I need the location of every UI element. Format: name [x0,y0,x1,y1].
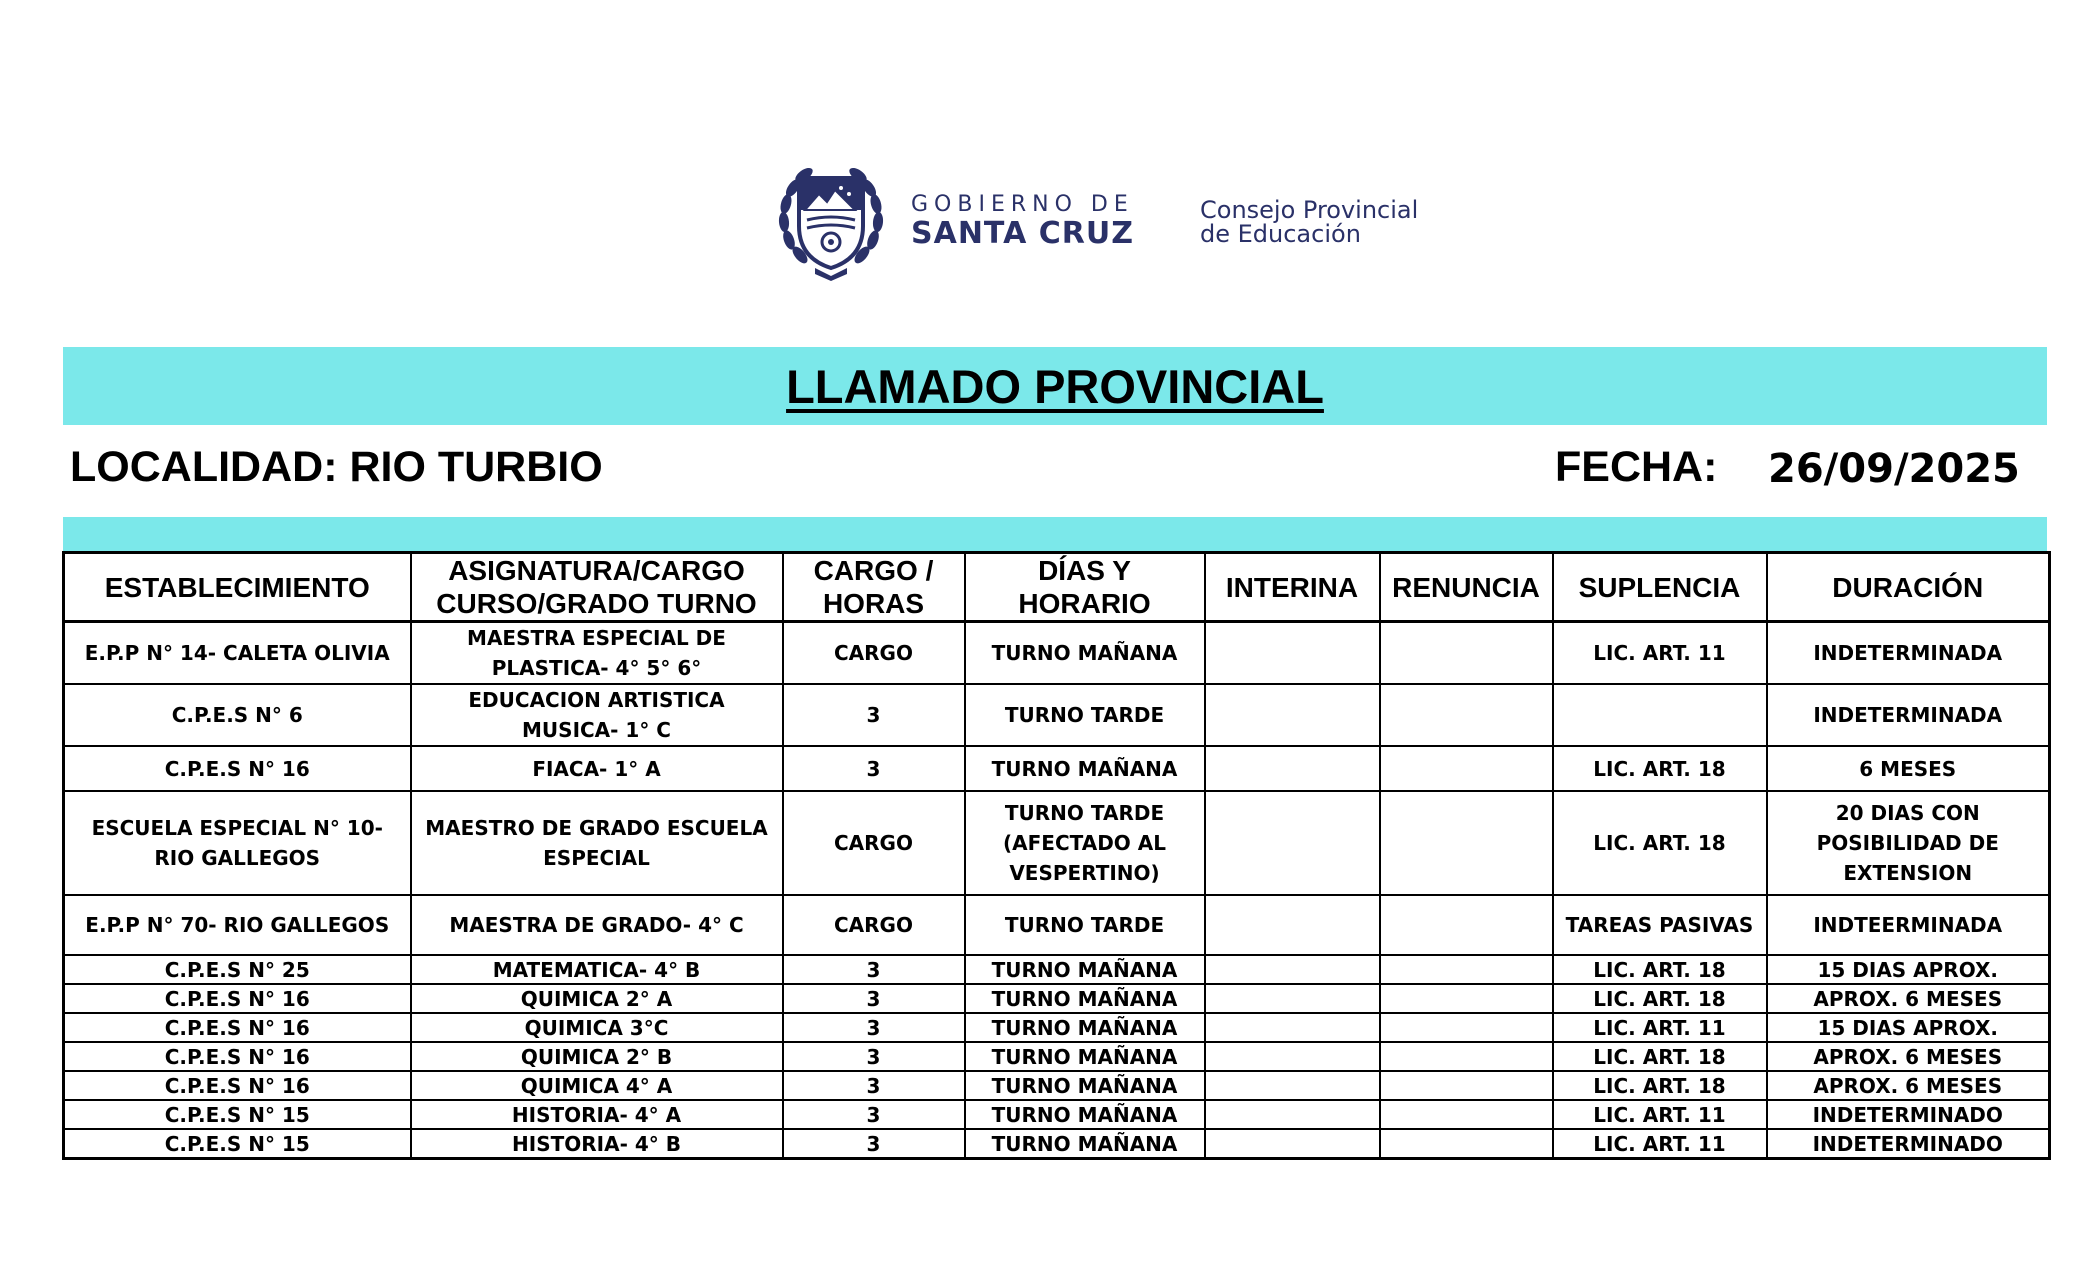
cell-renuncia [1380,984,1553,1013]
cell-duracion: INDETERMINADA [1767,684,2050,746]
cell-renuncia [1380,895,1553,955]
header-establecimiento: ESTABLECIMIENTO [64,553,411,622]
cell-interina [1205,1013,1380,1042]
santa-cruz-seal-icon [775,160,887,282]
header-interina: INTERINA [1205,553,1380,622]
cell-suplencia: LIC. ART. 18 [1553,984,1767,1013]
council-line1: Consejo Provincial [1200,196,1419,224]
table-row [64,984,2050,1013]
cell-dias: TURNO MAÑANA [965,622,1205,685]
cell-suplencia: LIC. ART. 18 [1553,791,1767,895]
cell-dias: TURNO MAÑANA [965,1100,1205,1129]
cell-establecimiento: C.P.E.S N° 16 [64,1013,411,1042]
header-asignatura: ASIGNATURA/CARGO CURSO/GRADO TURNO [411,553,783,622]
cell-duracion: INDETERMINADO [1767,1129,2050,1159]
cell-interina [1205,746,1380,791]
cell-duracion: INDETERMINADA [1767,622,2050,685]
cell-dias: TURNO TARDE (AFECTADO AL VESPERTINO) [965,791,1205,895]
cell-dias: TURNO TARDE [965,895,1205,955]
cell-cargo: 3 [783,1100,965,1129]
header-renuncia: RENUNCIA [1380,553,1553,622]
cell-asignatura: MAESTRA ESPECIAL DE PLASTICA- 4° 5° 6° [411,622,783,685]
cell-asignatura: QUIMICA 2° A [411,984,783,1013]
cell-renuncia [1380,622,1553,685]
table-row [64,955,2050,984]
table-header-row [64,553,2050,622]
page-title: LLAMADO PROVINCIAL [786,359,1324,413]
cell-suplencia: LIC. ART. 18 [1553,1071,1767,1100]
cell-dias: TURNO MAÑANA [965,1129,1205,1159]
table-row [64,1071,2050,1100]
cell-suplencia: LIC. ART. 11 [1553,622,1767,685]
gov-line1: GOBIERNO DE [911,192,1134,217]
cell-duracion: 15 DIAS APROX. [1767,955,2050,984]
cell-establecimiento: C.P.E.S N° 16 [64,746,411,791]
cell-interina [1205,895,1380,955]
table-row [64,746,2050,791]
cell-interina [1205,1071,1380,1100]
cell-dias: TURNO MAÑANA [965,1042,1205,1071]
cell-establecimiento: C.P.E.S N° 6 [64,684,411,746]
cell-asignatura: MAESTRA DE GRADO- 4° C [411,895,783,955]
table-row [64,1042,2050,1071]
cell-asignatura: EDUCACION ARTISTICA MUSICA- 1° C [411,684,783,746]
fecha-value: 26/09/2025 [1768,446,2020,492]
cell-cargo: 3 [783,1129,965,1159]
cell-renuncia [1380,955,1553,984]
table-row [64,622,2050,685]
cell-dias: TURNO MAÑANA [965,1013,1205,1042]
cell-dias: TURNO TARDE [965,684,1205,746]
cell-cargo: CARGO [783,791,965,895]
cell-renuncia [1380,1129,1553,1159]
cell-dias: TURNO MAÑANA [965,1071,1205,1100]
header-duracion: DURACIÓN [1767,553,2050,622]
cell-dias: TURNO MAÑANA [965,955,1205,984]
cell-duracion: 15 DIAS APROX. [1767,1013,2050,1042]
header-logo-block [775,160,1455,285]
cell-duracion: 20 DIAS CON POSIBILIDAD DE EXTENSION [1767,791,2050,895]
cell-interina [1205,622,1380,685]
cell-dias: TURNO MAÑANA [965,746,1205,791]
cell-cargo: 3 [783,955,965,984]
cell-establecimiento: E.P.P N° 70- RIO GALLEGOS [64,895,411,955]
cyan-strip [63,517,2047,551]
cell-cargo: 3 [783,746,965,791]
table-row [64,1129,2050,1159]
cell-cargo: CARGO [783,895,965,955]
cell-establecimiento: C.P.E.S N° 15 [64,1100,411,1129]
cell-interina [1205,1129,1380,1159]
cell-establecimiento: C.P.E.S N° 16 [64,1042,411,1071]
cell-renuncia [1380,1100,1553,1129]
cell-suplencia: LIC. ART. 18 [1553,955,1767,984]
cell-establecimiento: E.P.P N° 14- CALETA OLIVIA [64,622,411,685]
gov-line2: SANTA CRUZ [911,216,1134,251]
cell-asignatura: QUIMICA 2° B [411,1042,783,1071]
cell-renuncia [1380,1071,1553,1100]
cell-renuncia [1380,791,1553,895]
vacancies-table [62,551,2051,1160]
cell-cargo: 3 [783,1013,965,1042]
cell-cargo: 3 [783,1042,965,1071]
cell-cargo: CARGO [783,622,965,685]
cell-suplencia: LIC. ART. 11 [1553,1013,1767,1042]
header-cargo: CARGO / HORAS [783,553,965,622]
cell-duracion: INDETERMINADO [1767,1100,2050,1129]
council-line2: de Educación [1200,220,1361,248]
localidad-label: LOCALIDAD: RIO TURBIO [70,443,603,491]
cell-suplencia: LIC. ART. 18 [1553,746,1767,791]
cell-asignatura: HISTORIA- 4° B [411,1129,783,1159]
cell-interina [1205,984,1380,1013]
cell-asignatura: QUIMICA 3°C [411,1013,783,1042]
cell-duracion: APROX. 6 MESES [1767,1071,2050,1100]
cell-duracion: 6 MESES [1767,746,2050,791]
cell-duracion: INDTEERMINADA [1767,895,2050,955]
cell-asignatura: FIACA- 1° A [411,746,783,791]
fecha-label: FECHA: [1555,443,1718,491]
cell-asignatura: HISTORIA- 4° A [411,1100,783,1129]
cell-renuncia [1380,684,1553,746]
cell-suplencia: LIC. ART. 11 [1553,1100,1767,1129]
cell-duracion: APROX. 6 MESES [1767,984,2050,1013]
cell-cargo: 3 [783,984,965,1013]
cell-interina [1205,1100,1380,1129]
header-dias: DÍAS Y HORARIO [965,553,1205,622]
cell-renuncia [1380,1042,1553,1071]
header-suplencia: SUPLENCIA [1553,553,1767,622]
cell-establecimiento: C.P.E.S N° 15 [64,1129,411,1159]
cell-interina [1205,955,1380,984]
cell-dias: TURNO MAÑANA [965,984,1205,1013]
table-row [64,791,2050,895]
table-row [64,895,2050,955]
cell-establecimiento: ESCUELA ESPECIAL N° 10- RIO GALLEGOS [64,791,411,895]
cell-cargo: 3 [783,684,965,746]
cell-interina [1205,1042,1380,1071]
table-row [64,1013,2050,1042]
cell-establecimiento: C.P.E.S N° 16 [64,984,411,1013]
cell-renuncia [1380,1013,1553,1042]
cell-duracion: APROX. 6 MESES [1767,1042,2050,1071]
cell-establecimiento: C.P.E.S N° 25 [64,955,411,984]
cell-suplencia: LIC. ART. 11 [1553,1129,1767,1159]
cell-asignatura: MAESTRO DE GRADO ESCUELA ESPECIAL [411,791,783,895]
cell-cargo: 3 [783,1071,965,1100]
cell-suplencia: LIC. ART. 18 [1553,1042,1767,1071]
cell-interina [1205,684,1380,746]
cell-asignatura: MATEMATICA- 4° B [411,955,783,984]
cell-suplencia [1553,684,1767,746]
table-row [64,1100,2050,1129]
table-row [64,684,2050,746]
cell-establecimiento: C.P.E.S N° 16 [64,1071,411,1100]
cell-interina [1205,791,1380,895]
cell-renuncia [1380,746,1553,791]
title-banner [63,347,2047,425]
cell-asignatura: QUIMICA 4° A [411,1071,783,1100]
cell-suplencia: TAREAS PASIVAS [1553,895,1767,955]
